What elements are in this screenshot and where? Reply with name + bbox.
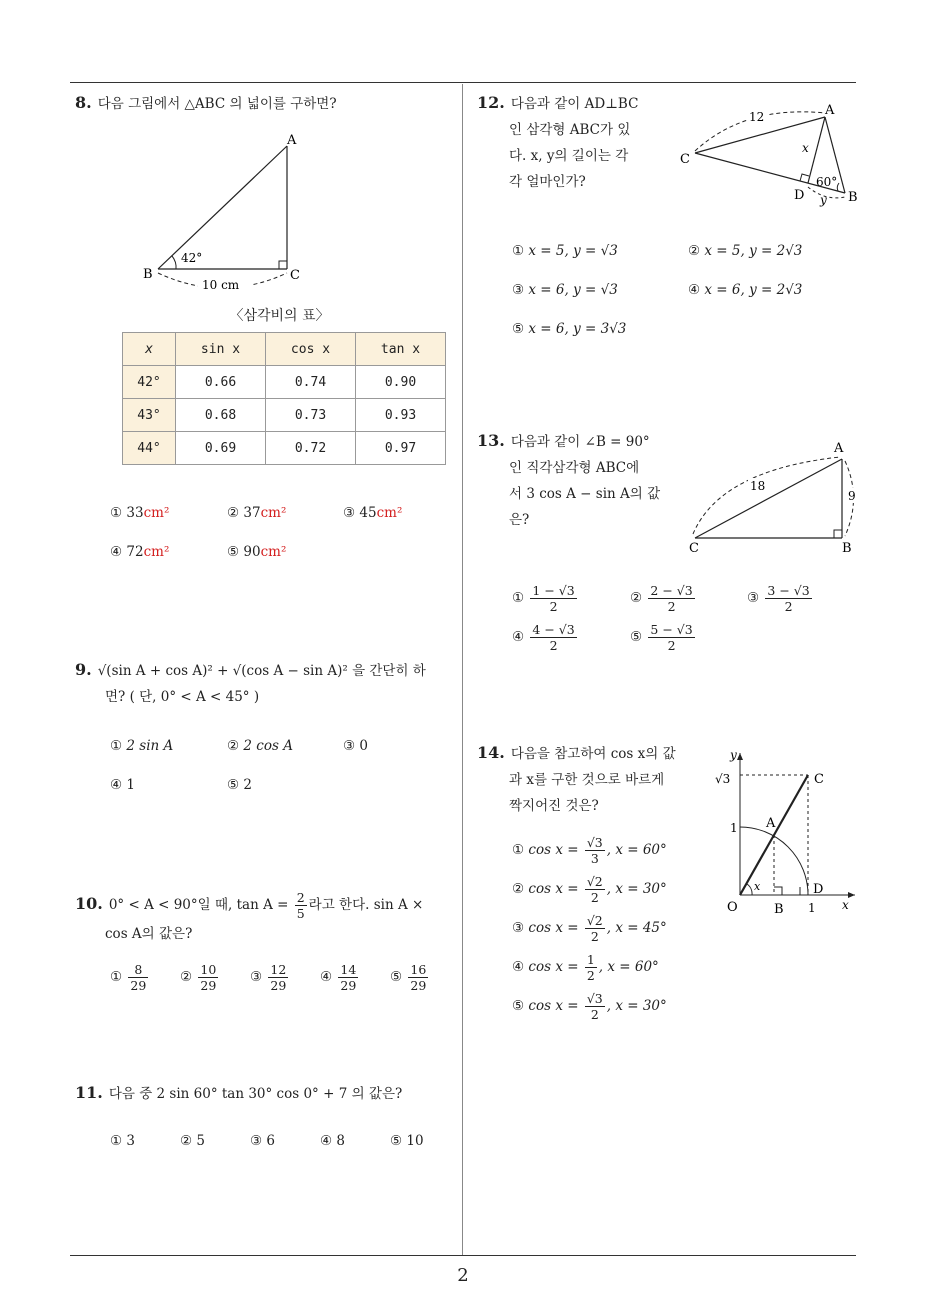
vertex-b: B (848, 190, 858, 205)
hyp-brace (693, 457, 840, 534)
option-prefix: cos x = (528, 959, 579, 975)
option-unit: cm² (260, 505, 287, 521)
option-mark: ① (512, 243, 525, 259)
option-value: 2 sin A (126, 738, 174, 754)
fraction (338, 962, 358, 993)
q14-coordinate-figure (710, 745, 865, 920)
option-3[interactable] (250, 962, 290, 993)
question-text-line2: cos A의 값은? (105, 926, 193, 942)
option-mark: ③ (250, 1133, 263, 1149)
question-number: 10. (75, 894, 103, 913)
header-tan: tan x (356, 333, 446, 366)
y-label: y (820, 193, 827, 207)
table-row (123, 432, 446, 465)
vertex-a: A (834, 441, 844, 456)
table-cell: 0.74 (266, 366, 356, 399)
column-divider (462, 84, 463, 1256)
option-4[interactable] (320, 962, 360, 993)
option-prefix: cos x = (528, 842, 579, 858)
option-1[interactable] (110, 962, 150, 993)
question-number: 8. (75, 93, 92, 112)
table-cell: 0.72 (266, 432, 356, 465)
numerator: 2 (296, 890, 305, 905)
side-label: 9 (848, 489, 856, 503)
question-text-line1: 다음을 참고하여 cos x의 값 (510, 746, 676, 762)
denominator: 2 (667, 638, 676, 653)
option-1[interactable] (512, 835, 667, 866)
question-11 (75, 1080, 460, 1107)
question-number: 11. (75, 1083, 103, 1102)
x-label: x (802, 141, 809, 155)
option-unit: cm² (376, 505, 403, 521)
option-mark: ⑤ (390, 969, 403, 985)
table-header-row (123, 333, 446, 366)
table-cell: 0.69 (176, 432, 266, 465)
question-text-b: 라고 한다. sin A × (308, 897, 424, 913)
header-x: x (123, 333, 176, 366)
option-value: 3 (126, 1133, 135, 1149)
option-5[interactable] (227, 544, 286, 560)
option-4[interactable] (110, 544, 169, 560)
option-mark: ③ (512, 282, 525, 298)
option-prefix: cos x = (528, 998, 579, 1014)
numerator: 12 (270, 962, 287, 977)
option-5[interactable] (630, 622, 697, 653)
angle-arc (172, 256, 176, 269)
question-text-line2: 면? ( 단, 0° < A < 45° ) (105, 689, 260, 705)
question-text-line4: 은? (509, 512, 530, 528)
fraction (648, 583, 694, 614)
table-cell: 0.97 (356, 432, 446, 465)
question-text: 다음 그림에서 △ABC 의 넓이를 구하면? (97, 96, 337, 112)
option-5[interactable] (227, 777, 252, 793)
table-row (123, 399, 446, 432)
angle-arc (837, 183, 839, 191)
option-3[interactable] (512, 282, 618, 298)
question-14 (477, 740, 702, 819)
option-mark: ② (688, 243, 701, 259)
question-13 (477, 428, 672, 533)
fraction (295, 890, 307, 921)
trig-table (122, 332, 446, 465)
numerator: 1 (586, 952, 595, 967)
table-title: 〈삼각비의 표〉 (229, 308, 330, 324)
option-2[interactable] (180, 962, 220, 993)
option-3[interactable] (250, 1133, 275, 1149)
option-mark: ① (512, 842, 525, 858)
option-4[interactable] (512, 622, 579, 653)
option-mark: ⑤ (227, 544, 240, 560)
point-a: A (766, 816, 776, 831)
option-unit: cm² (143, 505, 170, 521)
table-cell: 0.90 (356, 366, 446, 399)
option-1[interactable] (512, 583, 579, 614)
option-value: 8 (336, 1133, 345, 1149)
numerator: 14 (340, 962, 357, 977)
option-unit: cm² (260, 544, 287, 560)
option-value: 5 (196, 1133, 205, 1149)
right-angle-mark (279, 261, 287, 269)
option-mark: ① (110, 969, 123, 985)
option-value: x = 6, y = √3 (528, 282, 618, 298)
denominator: 2 (549, 638, 558, 653)
numerator: 5 − √3 (650, 622, 693, 637)
option-3[interactable] (747, 583, 814, 614)
numerator: 3 − √3 (767, 583, 810, 598)
denominator: 2 (784, 599, 793, 614)
vertex-b: B (842, 541, 852, 556)
option-mark: ① (110, 738, 123, 754)
vertex-a: A (287, 133, 297, 148)
option-value: x = 5, y = 2√3 (704, 243, 803, 259)
option-mark: ⑤ (630, 629, 643, 645)
option-suffix: , x = 45° (606, 920, 667, 936)
fraction (585, 991, 605, 1022)
option-mark: ⑤ (390, 1133, 403, 1149)
numerator: 10 (200, 962, 217, 977)
fraction (585, 913, 605, 944)
denominator: 2 (586, 968, 595, 983)
option-value: 1 (126, 777, 135, 793)
option-mark: ④ (512, 629, 525, 645)
option-value: 0 (359, 738, 368, 754)
q8-triangle-figure (130, 128, 330, 298)
denominator: 2 (549, 599, 558, 614)
hyp-label: 18 (750, 479, 766, 493)
origin-o: O (727, 900, 738, 915)
option-mark: ④ (512, 959, 525, 975)
fraction (268, 962, 288, 993)
option-3[interactable] (343, 505, 402, 521)
side-ab (158, 146, 287, 269)
point-b: B (774, 902, 784, 917)
option-4[interactable] (688, 282, 802, 298)
y-axis-label: y (730, 748, 737, 762)
question-text: 다음 중 2 sin 60° tan 30° cos 0° + 7 의 값은? (108, 1086, 403, 1102)
denominator: 2 (667, 599, 676, 614)
bottom-rule (70, 1255, 856, 1256)
option-mark: ⑤ (512, 998, 525, 1014)
fraction (408, 962, 428, 993)
vertex-c: C (680, 152, 690, 167)
option-5[interactable] (512, 321, 626, 337)
option-unit: cm² (143, 544, 170, 560)
question-number: 13. (477, 431, 505, 450)
table-cell: 0.68 (176, 399, 266, 432)
denominator: 29 (130, 978, 147, 993)
option-mark: ③ (747, 590, 760, 606)
table-cell: 42° (123, 366, 176, 399)
option-suffix: , x = 30° (606, 998, 667, 1014)
table-row (123, 366, 446, 399)
question-text-line2: 과 x를 구한 것으로 바르게 (509, 772, 665, 788)
option-mark: ④ (110, 544, 123, 560)
table-cell: 43° (123, 399, 176, 432)
option-value: 6 (266, 1133, 275, 1149)
numerator: 8 (128, 962, 148, 978)
question-expression: √(sin A + cos A)² + √(cos A − sin A)² (97, 663, 348, 679)
fraction (530, 622, 576, 653)
option-3[interactable] (343, 738, 368, 754)
question-text-line3: 서 3 cos A − sin A의 값 (509, 486, 661, 502)
page-number: 2 (457, 1265, 469, 1286)
option-mark: ③ (250, 969, 263, 985)
option-value: 2 (243, 777, 252, 793)
angle-label: 60° (816, 175, 838, 189)
option-prefix: cos x = (528, 881, 579, 897)
option-mark: ④ (688, 282, 701, 298)
fraction (198, 962, 218, 993)
fraction (585, 835, 605, 866)
question-text-line3: 다. x, y의 길이는 각 (509, 148, 629, 164)
option-mark: ④ (110, 777, 123, 793)
option-value: x = 6, y = 3√3 (528, 321, 627, 337)
question-text-line1: 다음과 같이 ∠B = 90° (510, 434, 650, 450)
y-axis-arrow (737, 753, 743, 760)
right-angle-mark (800, 174, 809, 181)
option-value: x = 5, y = √3 (528, 243, 618, 259)
option-mark: ④ (320, 969, 333, 985)
header-sin: sin x (176, 333, 266, 366)
question-text-line2: 인 직각삼각형 ABC에 (509, 460, 640, 476)
vertex-d: D (794, 188, 805, 203)
vertex-a: A (825, 103, 835, 118)
option-mark: ② (180, 969, 193, 985)
one-x-label: 1 (808, 901, 816, 915)
altitude-ad (808, 117, 825, 183)
option-mark: ① (512, 590, 525, 606)
option-1[interactable] (110, 505, 169, 521)
fraction (585, 952, 597, 983)
numerator: √2 (586, 874, 603, 889)
point-c: C (814, 772, 824, 787)
q12-triangle-figure (675, 95, 865, 210)
option-prefix: cos x = (528, 920, 579, 936)
option-suffix: , x = 30° (606, 881, 667, 897)
table-cell: 0.66 (176, 366, 266, 399)
top-rule (70, 82, 856, 83)
option-mark: ⑤ (227, 777, 240, 793)
option-value: 33 (126, 505, 144, 521)
option-2[interactable] (180, 1133, 205, 1149)
option-mark: ② (180, 1133, 193, 1149)
option-5[interactable] (390, 962, 430, 993)
option-4[interactable] (512, 952, 659, 983)
question-number: 9. (75, 660, 92, 679)
option-value: 37 (243, 505, 261, 521)
side-ca (695, 459, 842, 538)
numerator: √2 (586, 913, 603, 928)
option-mark: ② (512, 881, 525, 897)
option-suffix: , x = 60° (606, 842, 667, 858)
question-number: 12. (477, 93, 505, 112)
fraction (585, 874, 605, 905)
x-axis-arrow (848, 892, 855, 898)
option-5[interactable] (390, 1133, 424, 1149)
vertex-b: B (143, 267, 153, 282)
option-mark: ① (110, 505, 123, 521)
x-axis-label: x (842, 898, 849, 912)
option-mark: ② (630, 590, 643, 606)
question-text-line4: 각 얼마인가? (509, 174, 586, 190)
denominator: 2 (590, 929, 599, 944)
option-4[interactable] (110, 777, 135, 793)
fraction (765, 583, 811, 614)
option-mark: ② (227, 505, 240, 521)
option-1[interactable] (110, 1133, 135, 1149)
question-8 (75, 90, 337, 117)
option-1[interactable] (512, 243, 618, 259)
option-value: 72 (126, 544, 144, 560)
option-mark: ③ (512, 920, 525, 936)
length-label: 10 cm (202, 278, 240, 292)
question-text-line3: 짝지어진 것은? (509, 798, 599, 814)
angle-label: 42° (181, 251, 203, 265)
option-value: 90 (243, 544, 261, 560)
option-mark: ④ (320, 1133, 333, 1149)
denominator: 29 (200, 978, 217, 993)
option-mark: ③ (343, 738, 356, 754)
numerator: 2 − √3 (650, 583, 693, 598)
right-angle-mark-b (774, 887, 782, 895)
numerator: √3 (586, 991, 603, 1006)
numerator: 1 − √3 (532, 583, 575, 598)
question-text-line1: 다음과 같이 AD⊥BC (510, 96, 639, 112)
option-value: 10 (406, 1133, 424, 1149)
option-2[interactable] (227, 738, 293, 754)
option-suffix: , x = 60° (598, 959, 659, 975)
side-label: 12 (749, 110, 765, 124)
question-text: 0° < A < 90°일 때, tan A = (108, 897, 289, 913)
denominator: 3 (590, 851, 599, 866)
question-12 (477, 90, 667, 195)
option-2[interactable] (630, 583, 697, 614)
point-d: D (813, 882, 824, 897)
right-angle-mark (834, 530, 842, 538)
fraction (128, 962, 148, 993)
table-cell: 0.93 (356, 399, 446, 432)
numerator: √3 (586, 835, 603, 850)
option-2[interactable] (512, 874, 667, 905)
option-1[interactable] (110, 738, 173, 754)
option-value: x = 6, y = 2√3 (704, 282, 803, 298)
option-mark: ③ (343, 505, 356, 521)
q13-triangle-figure (680, 435, 865, 560)
question-number: 14. (477, 743, 505, 762)
vertex-c: C (290, 268, 300, 283)
question-text-line2: 인 삼각형 ABC가 있 (509, 122, 631, 138)
sqrt3-label: √3 (715, 772, 731, 786)
option-2[interactable] (227, 505, 286, 521)
option-4[interactable] (320, 1133, 345, 1149)
fraction (648, 622, 694, 653)
option-mark: ⑤ (512, 321, 525, 337)
table-cell: 0.73 (266, 399, 356, 432)
option-value: 2 cos A (243, 738, 293, 754)
question-9 (75, 657, 460, 710)
option-mark: ① (110, 1133, 123, 1149)
vertex-c: C (689, 541, 699, 556)
question-text: 을 간단히 하 (352, 663, 426, 679)
denominator: 2 (590, 890, 599, 905)
denominator: 5 (296, 906, 305, 921)
angle-label: x (754, 880, 761, 893)
one-y-label: 1 (730, 821, 738, 835)
fraction (530, 583, 576, 614)
header-cos: cos x (266, 333, 356, 366)
option-3[interactable] (512, 913, 667, 944)
denominator: 29 (410, 978, 427, 993)
question-10 (75, 890, 460, 947)
numerator: 16 (410, 962, 427, 977)
table-cell: 44° (123, 432, 176, 465)
option-5[interactable] (512, 991, 667, 1022)
denominator: 29 (270, 978, 287, 993)
denominator: 29 (340, 978, 357, 993)
option-value: 45 (359, 505, 377, 521)
numerator: 4 − √3 (532, 622, 575, 637)
option-2[interactable] (688, 243, 802, 259)
denominator: 2 (590, 1007, 599, 1022)
option-mark: ② (227, 738, 240, 754)
angle-arc (747, 884, 752, 895)
